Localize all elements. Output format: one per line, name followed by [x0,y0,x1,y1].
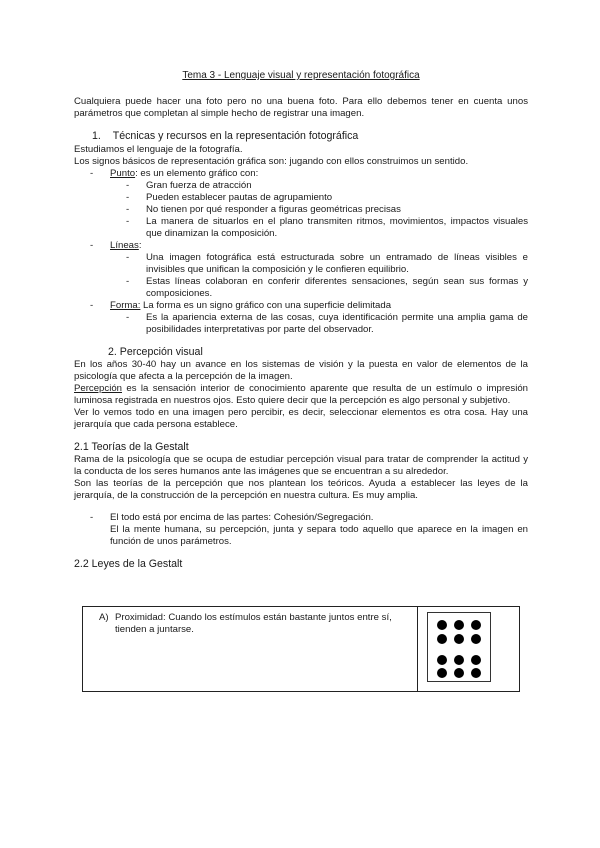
list-item-lineas [74,240,528,300]
law-illustration-cell [418,607,519,691]
percepcion-term: Percepción [74,383,122,394]
list-item-punto [74,168,528,240]
gestalt-laws-table [82,606,520,692]
section-1-line-2: Los signos básicos de representación gráfica son: jugando con ellos construimos un sentido. [74,156,469,167]
section-2-2-heading: 2.2 Leyes de la Gestalt [74,558,183,570]
lineas-sublist [110,252,528,300]
punto-sublist [110,180,528,240]
dot [454,634,464,644]
list-item: - Estas líneas colaboran en conferir diferentes sensaciones, según sean sus formas y composiciones. [110,276,528,300]
proximity-dots-figure [427,612,491,682]
section-2-1-heading: 2.1 Teorías de la Gestalt [74,441,189,453]
dot [454,620,464,630]
document-page [74,70,528,571]
document-title: Tema 3 - Lenguaje visual y representación fotográfica [182,70,420,81]
list-item: - Pueden establecer pautas de agrupamiento [110,192,528,204]
section-1-title: Técnicas y recursos en la representación fotográfica [112,130,359,142]
section-2-paragraph-2 [74,383,528,407]
forma-term: Forma: [110,300,141,311]
punto-term: Punto [110,168,136,179]
law-description-cell [83,607,418,691]
section-2-1-paragraph-2: Son las teorías de la percepción que nos plantean los teóricos. Ayuda a establecer las leyes de la jerarquía, de la construcción de la percepción en nuestra cultura. Es muy amplia. [74,478,528,501]
dot [471,620,481,630]
list-item: - La manera de situarlos en el plano transmiten ritmos, movimientos, impactos visuales que dinamizan la composición. [110,216,528,240]
lineas-colon: : [138,240,142,251]
section-1-heading [92,130,528,142]
gestalt-bullet-line-1: - El todo está por encima de las partes: Cohesión/Segregación. [110,512,374,523]
section-2-1-paragraph-1: Rama de la psicología que se ocupa de estudiar percepción visual para tratar de comprender la actitud y la conducta de los seres humanos ante las imágenes que se encuentran a su alrededor. [74,454,528,477]
section-2-heading: 2. Percepción visual [108,346,203,358]
section-1-number: 1. [92,130,101,142]
dot [471,655,481,665]
dot [437,620,447,630]
dot [437,634,447,644]
list-item: - No tienen por qué responder a figuras geométricas precisas [110,204,528,216]
forma-sublist [110,312,528,336]
percepcion-definition: es la sensación interior de conocimiento aparente que resulta de un estímulo o impresión luminosa registrada en nuestros ojos. Esto quiere decir que la percepción es algo personal y subjetivo. [74,383,528,406]
signs-list [74,168,528,336]
list-item: - Gran fuerza de atracción [110,180,528,192]
dot [471,668,481,678]
section-2-paragraph-3: Ver lo vemos todo en una imagen pero percibir, es decir, seleccionar elementos es otra cosa. Hay una jerarquía que cada persona establece. [74,407,528,430]
dot [471,634,481,644]
gestalt-bullet [74,512,528,548]
list-item: - Es la apariencia externa de las cosas, cuya identificación permite una amplia gama de posibilidades interpretativas por parte del observador. [110,312,528,336]
dot [454,668,464,678]
punto-description: : es un elemento gráfico con: [135,168,259,179]
law-text: Proximidad: Cuando los estímulos están bastante juntos entre sí, tienden a juntarse. [115,612,392,635]
section-1-line-1: Estudiamos el lenguaje de la fotografía. [74,144,243,155]
list-item: - Una imagen fotográfica está estructurada sobre un entramado de líneas visibles e invisibles que unifican la composición y le confieren equilibrio. [110,252,528,276]
section-2-paragraph-1: En los años 30-40 hay un avance en los sistemas de visión y la puesta en valor de elementos de la psicología que afecta a la percepción de la imagen. [74,359,528,382]
list-item-forma [74,300,528,336]
dot [437,655,447,665]
gestalt-bullet-line-2: El la mente humana, su percepción, junta y separa todo aquello que aparece en la imagen en función de unos parámetros. [110,524,528,547]
forma-description: La forma es un signo gráfico con una superficie delimitada [140,300,392,311]
dot [454,655,464,665]
intro-paragraph: Cualquiera puede hacer una foto pero no una buena foto. Para ello debemos tener en cuenta unos parámetros que completan al simple hecho de registrar una imagen. [74,96,528,119]
dot [437,668,447,678]
law-label: A) [99,612,109,623]
lineas-term: Líneas [110,240,139,251]
